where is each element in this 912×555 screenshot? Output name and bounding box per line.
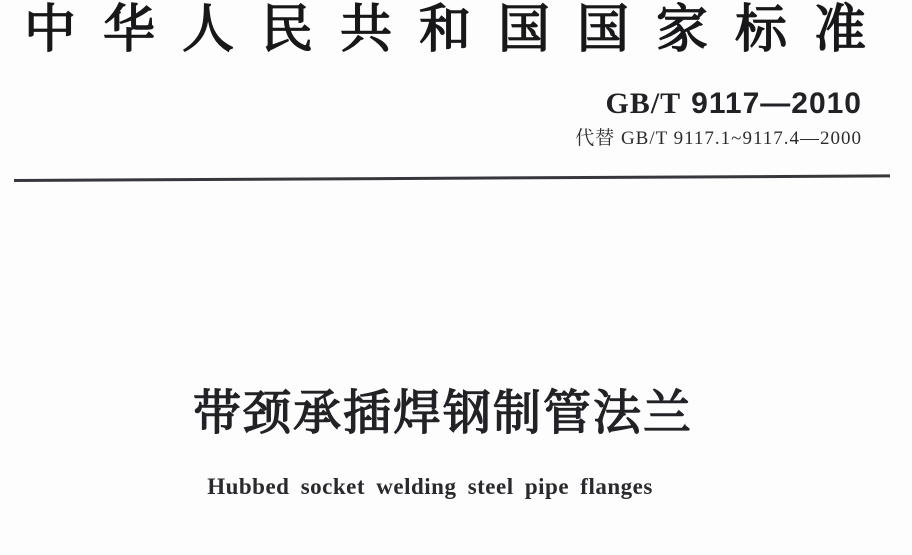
header-divider-rule bbox=[14, 174, 890, 182]
standard-code-number: 9117—2010 bbox=[691, 87, 862, 120]
national-standard-heading: 中华人民共和国国家标准 bbox=[24, 2, 894, 59]
document-title-english: Hubbed socket welding steel pipe flanges bbox=[207, 474, 653, 499]
document-title-chinese: 带颈承插焊钢制管法兰 bbox=[192, 387, 693, 440]
replaces-note: 代替 GB/T 9117.1~9117.4—2000 bbox=[575, 127, 862, 149]
standard-code-block bbox=[575, 88, 862, 150]
standard-code-prefix: GB/T bbox=[605, 87, 682, 120]
standard-code bbox=[575, 88, 862, 120]
